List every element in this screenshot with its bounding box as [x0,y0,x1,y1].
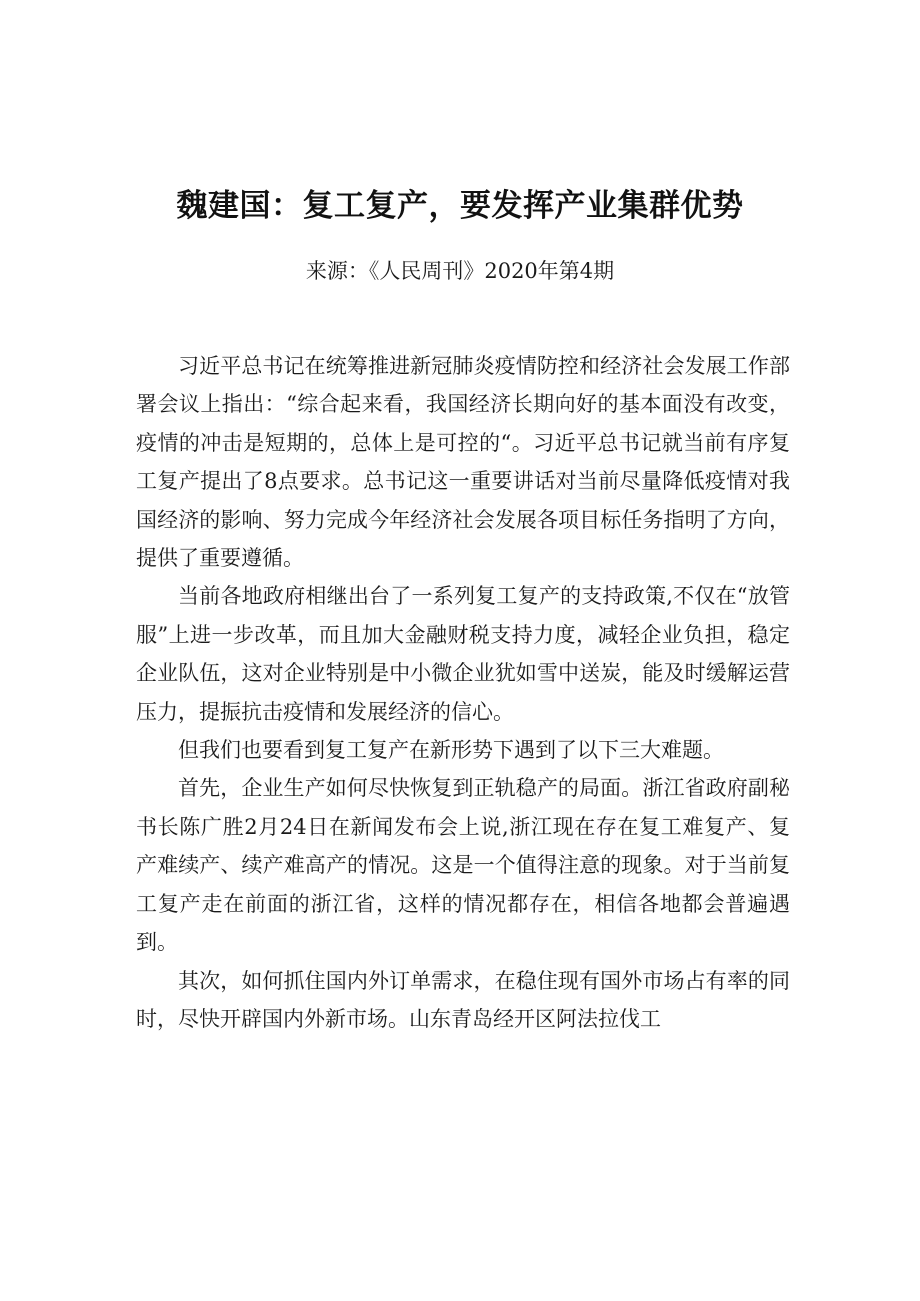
article-body [136,347,790,1038]
paragraph: 当前各地政府相继出台了一系列复工复产的支持政策,不仅在“放管服”上进一步改革，而且加大金融财税支持力度，减轻企业负担，稳定企业队伍，这对企业特别是中小微企业犹如雪中送炭，能及时缓解运营压力，提振抗击疫情和发展经济的信心。 [136,584,790,724]
article-title: 魏建国：复工复产，要发挥产业集群优势 [176,188,744,224]
paragraph: 习近平总书记在统筹推进新冠肺炎疫情防控和经济社会发展工作部署会议上指出：“综合起来看，我国经济长期向好的基本面没有改变，疫情的冲击是短期的，总体上是可控的“。习近平总书记就当前有序复工复产提出了8点要求。总书记这一重要讲话对当前尽量降低疫情对我国经济的影响、努力完成今年经济社会发展各项目标任务指明了方向，提供了重要遵循。 [136,354,790,571]
paragraph: 其次，如何抓住国内外订单需求，在稳住现有国外市场占有率的同时，尽快开辟国内外新市场。山东青岛经开区阿法拉伐工 [136,968,790,1031]
article-source: 来源：《人民周刊》2020年第4期 [305,259,615,283]
paragraph: 首先，企业生产如何尽快恢复到正轨稳产的局面。浙江省政府副秘书长陈广胜2月24日在新闻发布会上说,浙江现在存在复工难复产、复产难续产、续产难高产的情况。这是一个值得注意的现象。对于当前复工复产走在前面的浙江省，这样的情况都存在，相信各地都会普遍遇到。 [136,776,790,955]
paragraph: 但我们也要看到复工复产在新形势下遇到了以下三大难题。 [178,738,724,763]
